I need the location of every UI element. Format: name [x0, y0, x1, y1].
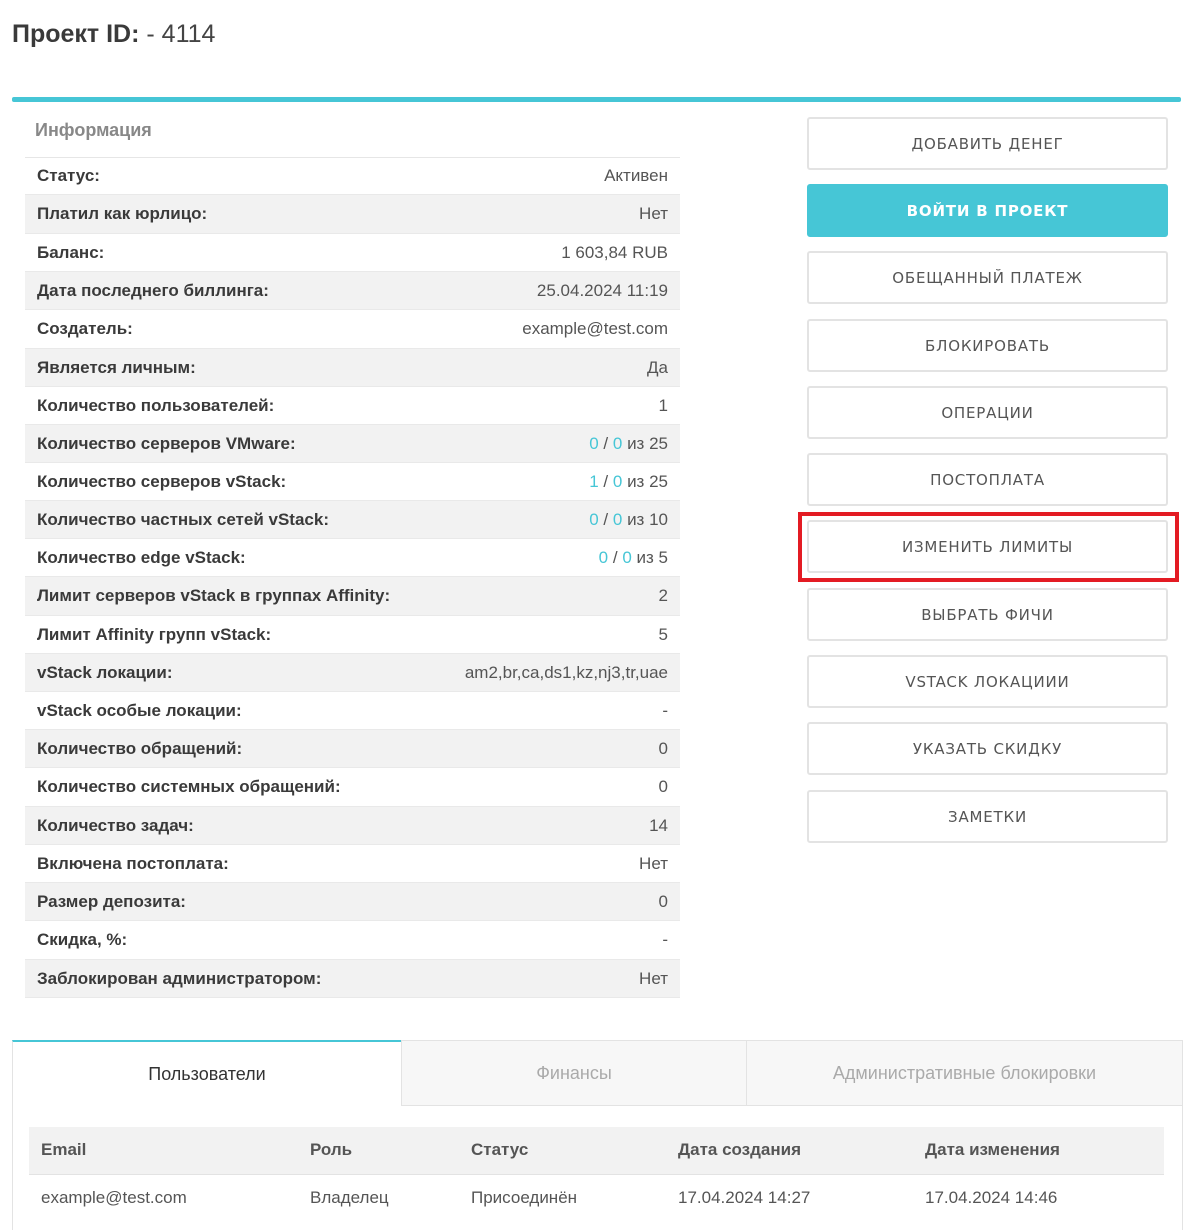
- enter-project-button[interactable]: ВОЙТИ В ПРОЕКТ: [807, 184, 1168, 237]
- count-limit: из 25: [627, 433, 668, 453]
- info-value: Активен: [604, 166, 668, 185]
- change-limits-button[interactable]: ИЗМЕНИТЬ ЛИМИТЫ: [807, 520, 1168, 573]
- info-row-discount: [25, 921, 680, 960]
- info-value: 1 603,84 RUB: [561, 242, 668, 262]
- info-row-last-billing: [25, 272, 680, 310]
- tab-users[interactable]: Пользователи: [12, 1040, 402, 1106]
- info-value: Нет: [639, 204, 668, 223]
- info-key: Количество задач:: [37, 815, 194, 835]
- info-row-tickets: [25, 730, 680, 768]
- count-separator: /: [603, 509, 609, 529]
- count-link[interactable]: 0: [598, 547, 609, 567]
- info-key: Количество пользователей:: [37, 395, 275, 415]
- info-row-users-count: [25, 387, 680, 425]
- system-tickets-count-link[interactable]: 0: [658, 777, 668, 796]
- user-updated-date: 17.04.2024 14:46: [925, 1188, 1058, 1207]
- info-key: Количество частных сетей vStack:: [37, 509, 329, 529]
- users-table-header: [29, 1127, 1164, 1175]
- info-row-tasks: [25, 807, 680, 845]
- vstack-locations-button[interactable]: VSTACK ЛОКАЦИИИ: [807, 655, 1168, 708]
- page-title: [12, 20, 215, 49]
- info-row-legal-entity: [25, 195, 680, 234]
- tasks-count-link[interactable]: 14: [649, 815, 668, 835]
- info-key: Количество системных обращений:: [37, 777, 341, 796]
- info-value: 0: [658, 891, 668, 911]
- user-email-link[interactable]: example@test.com: [41, 1188, 187, 1207]
- info-key: Включена постоплата:: [37, 853, 229, 873]
- info-key: Является личным:: [37, 357, 196, 377]
- info-value: [589, 434, 668, 454]
- info-key: Лимит серверов vStack в группах Affinity:: [37, 586, 391, 605]
- info-value: [589, 510, 668, 530]
- set-discount-button[interactable]: УКАЗАТЬ СКИДКУ: [807, 722, 1168, 775]
- info-row-vstack-special-locations: [25, 692, 680, 730]
- choose-features-button[interactable]: ВЫБРАТЬ ФИЧИ: [807, 588, 1168, 641]
- info-value: [599, 548, 668, 568]
- column-header-role: Роль: [310, 1140, 353, 1159]
- info-key: Баланс:: [37, 242, 105, 262]
- count-link[interactable]: 1: [589, 471, 599, 491]
- info-value: 2: [658, 586, 668, 605]
- info-value: 5: [658, 624, 668, 644]
- info-panel: [25, 106, 680, 998]
- block-button[interactable]: БЛОКИРОВАТЬ: [807, 319, 1168, 372]
- info-row-deposit: [25, 883, 680, 921]
- info-value: 1: [658, 395, 668, 415]
- info-row-postpay-enabled: [25, 845, 680, 883]
- info-value: -: [662, 700, 668, 720]
- info-key: Количество обращений:: [37, 738, 243, 758]
- count-link[interactable]: 0: [612, 509, 623, 529]
- project-id-value: - 4114: [146, 20, 216, 48]
- tab-admin-blocks[interactable]: Административные блокировки: [746, 1040, 1183, 1106]
- info-value: Нет: [639, 968, 668, 988]
- info-key: Лимит Affinity групп vStack:: [37, 624, 272, 644]
- info-key: Платил как юрлицо:: [37, 204, 208, 223]
- notes-button[interactable]: ЗАМЕТКИ: [807, 790, 1168, 843]
- info-key: Размер депозита:: [37, 891, 186, 911]
- info-key: Создатель:: [37, 319, 133, 338]
- count-limit: из 10: [627, 509, 668, 529]
- info-value: Да: [647, 357, 668, 377]
- user-status: Присоединён: [471, 1188, 578, 1207]
- count-link[interactable]: 0: [612, 433, 623, 453]
- info-value: -: [662, 930, 668, 949]
- info-row-vstack-locations: [25, 654, 680, 692]
- count-separator: /: [603, 471, 609, 491]
- info-key: Количество серверов VMware:: [37, 433, 296, 453]
- count-link[interactable]: 0: [589, 509, 599, 529]
- info-row-affinity-group-limit: [25, 616, 680, 654]
- info-row-vmware-servers: [25, 425, 680, 463]
- info-row-vstack-servers: [25, 463, 680, 501]
- info-row-system-tickets: [25, 768, 680, 807]
- postpay-button[interactable]: ПОСТОПЛАТА: [807, 453, 1168, 506]
- info-rows: [25, 158, 680, 998]
- count-link[interactable]: 0: [589, 433, 599, 453]
- info-value: 25.04.2024 11:19: [536, 280, 668, 300]
- info-key: Заблокирован администратором:: [37, 968, 322, 988]
- count-limit: из 5: [636, 547, 668, 567]
- info-row-personal: [25, 349, 680, 387]
- info-key: Дата последнего биллинга:: [37, 280, 269, 300]
- column-header-created: Дата создания: [678, 1140, 802, 1159]
- info-key: Количество edge vStack:: [37, 547, 246, 567]
- info-key: vStack локации:: [37, 662, 173, 682]
- panel-top-border: [12, 97, 1181, 102]
- tickets-count-link[interactable]: 0: [658, 738, 668, 758]
- info-value: Нет: [639, 853, 668, 873]
- info-row-status: [25, 158, 680, 195]
- info-key: vStack особые локации:: [37, 700, 242, 720]
- info-panel-title: Информация: [25, 106, 680, 158]
- tabs-bar: [12, 1040, 1183, 1106]
- info-row-vstack-edge: [25, 539, 680, 577]
- info-key: Статус:: [37, 166, 100, 185]
- column-header-status: Статус: [471, 1140, 529, 1159]
- info-row-balance: [25, 234, 680, 272]
- info-key: Скидка, %:: [37, 930, 128, 949]
- promised-payment-button[interactable]: ОБЕЩАННЫЙ ПЛАТЕЖ: [807, 251, 1168, 304]
- user-created-date: 17.04.2024 14:27: [678, 1188, 811, 1207]
- operations-button[interactable]: ОПЕРАЦИИ: [807, 386, 1168, 439]
- count-separator: /: [603, 433, 609, 453]
- tab-finances[interactable]: Финансы: [401, 1040, 747, 1106]
- count-link[interactable]: 0: [612, 471, 623, 491]
- info-value: [589, 472, 668, 492]
- add-money-button[interactable]: ДОБАВИТЬ ДЕНЕГ: [807, 117, 1168, 170]
- table-row: [29, 1176, 1164, 1222]
- column-header-updated: Дата изменения: [925, 1140, 1060, 1159]
- info-key: Количество серверов vStack:: [37, 471, 287, 491]
- user-role: Владелец: [310, 1188, 389, 1207]
- count-link[interactable]: 0: [622, 547, 632, 567]
- info-row-admin-blocked: [25, 960, 680, 998]
- column-header-email: Email: [41, 1140, 87, 1159]
- creator-email-link[interactable]: example@test.com: [522, 319, 668, 338]
- project-id-label: Проект ID:: [12, 20, 140, 48]
- info-row-creator: [25, 310, 680, 349]
- info-value: am2,br,ca,ds1,kz,nj3,tr,uae: [464, 662, 668, 682]
- info-row-vstack-private-networks: [25, 501, 680, 539]
- count-separator: /: [612, 547, 618, 567]
- info-row-affinity-server-limit: [25, 577, 680, 616]
- count-limit: из 25: [627, 471, 668, 491]
